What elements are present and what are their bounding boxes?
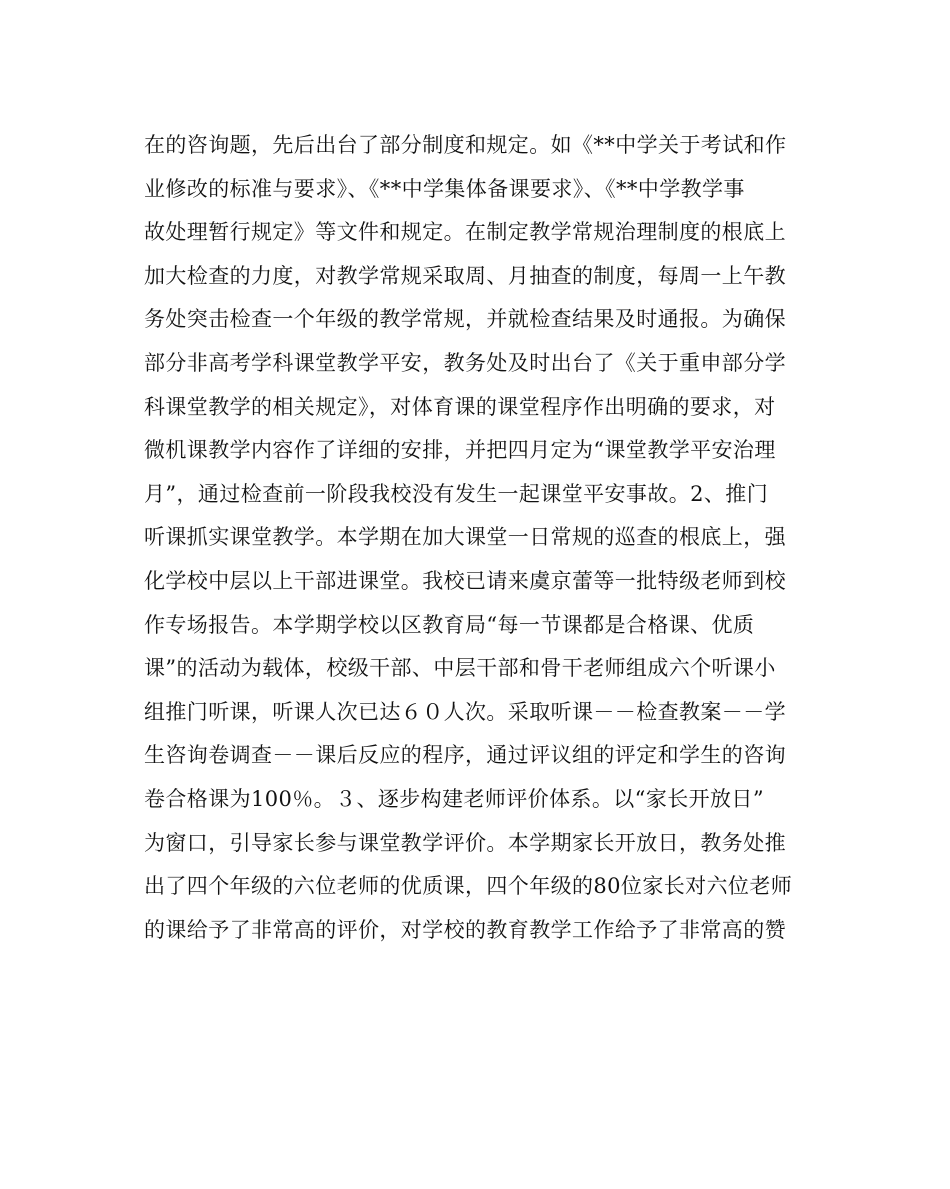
text-line: 卷合格课为100％。３、逐步构建老师评价体系。以“家长开放日”: [144, 786, 764, 811]
text-line: 在的咨询题，先后出台了部分制度和规定。如《**中学关于考试和作: [144, 133, 787, 157]
text-line: 的课给予了非常高的评价，对学校的教育教学工作给予了非常高的赞: [144, 917, 786, 942]
body-text: [144, 124, 824, 952]
text-line: 部分非高考学科课堂教学平安，教务处及时出台了《关于重申部分学: [144, 350, 786, 375]
text-line: 组推门听课，听课人次已达６０人次。采取听课－－检查教案－－学: [144, 699, 786, 724]
text-line: 故处理暂行规定》等文件和规定。在制定教学常规治理制度的根底上: [144, 220, 786, 245]
text-line: 为窗口，引导家长参与课堂教学评价。本学期家长开放日，教务处推: [144, 830, 786, 855]
text-line: 课”的活动为载体，校级干部、中层干部和骨干老师组成六个听课小: [144, 656, 776, 681]
text-line: 科课堂教学的相关规定》，对体育课的课堂程序作出明确的要求，对: [144, 394, 776, 419]
text-line: 化学校中层以上干部进课堂。我校已请来虞京蕾等一批特级老师到校: [144, 568, 786, 593]
text-line: 加大检查的力度，对教学常规采取周、月抽查的制度，每周一上午教: [144, 263, 786, 288]
text-line: 业修改的标准与要求》、《**中学集体备课要求》、《**中学教学事: [144, 176, 745, 201]
text-line: 月”，通过检查前一阶段我校没有发生一起课堂平安事故。2、推门: [144, 481, 769, 506]
text-line: 生咨询卷调查－－课后反应的程序，通过评议组的评定和学生的咨询: [144, 743, 786, 768]
text-line: 微机课教学内容作了详细的安排，并把四月定为“课堂教学平安治理: [144, 438, 776, 463]
text-line: 作专场报告。本学期学校以区教育局“每一节课都是合格课、优质: [144, 612, 755, 637]
text-line: 听课抓实课堂教学。本学期在加大课堂一日常规的巡查的根底上，强: [144, 525, 786, 550]
text-line: 务处突击检查一个年级的教学常规，并就检查结果及时通报。为确保: [144, 307, 786, 332]
text-line: 出了四个年级的六位老师的优质课，四个年级的80位家长对六位老师: [144, 874, 793, 899]
